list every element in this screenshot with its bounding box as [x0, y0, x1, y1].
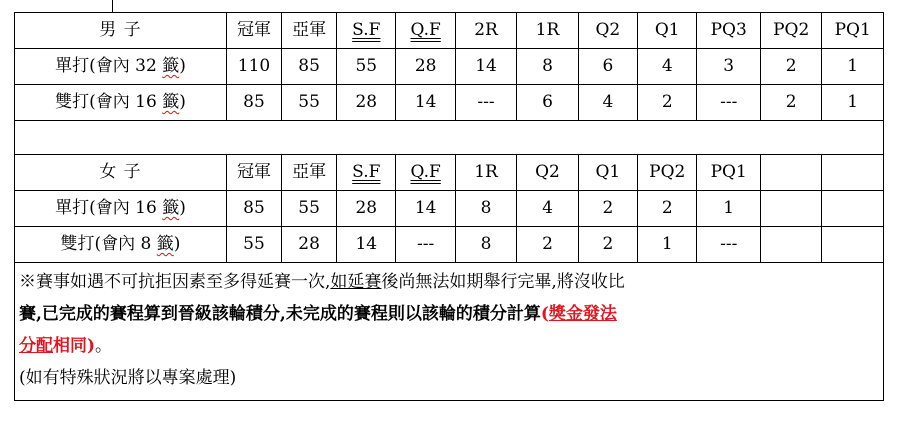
- row-label: 雙打(會內 16 籤): [15, 85, 227, 121]
- points-cell: ---: [396, 227, 455, 263]
- points-cell: 8: [455, 191, 516, 227]
- points-cell: 1: [638, 227, 697, 263]
- points-cell: 55: [282, 191, 337, 227]
- row-label: 單打(會內 16 籤): [15, 191, 227, 227]
- row-label: 單打(會內 32 籤): [15, 49, 227, 85]
- men-header-cell: PQ1: [822, 13, 884, 49]
- women-header-cell: 亞軍: [282, 155, 337, 191]
- points-cell: 28: [282, 227, 337, 263]
- points-cell: 2: [638, 85, 697, 121]
- women-header-cell: [760, 155, 821, 191]
- women-header-cell: 1R: [455, 155, 516, 191]
- men-title: 男 子: [15, 13, 227, 49]
- women-header-cell: Q2: [517, 155, 578, 191]
- men-doubles-row: [15, 85, 884, 121]
- points-cell: 6: [578, 49, 637, 85]
- points-cell: 3: [697, 49, 761, 85]
- men-header-cell: Q2: [578, 13, 637, 49]
- men-header-row: [15, 13, 884, 49]
- men-header-cell: S.F: [337, 13, 396, 49]
- points-cell: 28: [337, 191, 396, 227]
- women-header-cell: [822, 155, 884, 191]
- women-header-cell: PQ2: [638, 155, 697, 191]
- note-line-4: (如有特殊狀況將以專案處理): [19, 368, 237, 388]
- men-header-cell: PQ2: [760, 13, 821, 49]
- points-cell: 4: [517, 191, 578, 227]
- points-cell: 85: [226, 85, 281, 121]
- women-header-row: [15, 155, 884, 191]
- women-header-cell: PQ1: [697, 155, 761, 191]
- women-header-cell: Q.F: [396, 155, 455, 191]
- points-cell: 4: [578, 85, 637, 121]
- points-cell: [822, 191, 884, 227]
- men-header-cell: PQ3: [697, 13, 761, 49]
- note-line-2: 賽,已完成的賽程算到晉級該輪積分,未完成的賽程則以該輪的積分計算(獎金發法: [19, 304, 617, 324]
- men-header-cell: 冠軍: [226, 13, 281, 49]
- spacer-cell: [15, 121, 884, 155]
- points-cell: 14: [396, 85, 455, 121]
- points-cell: [760, 191, 821, 227]
- points-cell: 14: [337, 227, 396, 263]
- men-header-cell: 2R: [455, 13, 516, 49]
- points-cell: ---: [455, 85, 516, 121]
- points-cell: 1: [822, 85, 884, 121]
- points-cell: ---: [697, 85, 761, 121]
- points-cell: 1: [822, 49, 884, 85]
- points-cell: 6: [517, 85, 578, 121]
- points-cell: 4: [638, 49, 697, 85]
- points-cell: 2: [578, 191, 637, 227]
- points-cell: [760, 227, 821, 263]
- points-cell: ---: [697, 227, 761, 263]
- points-cell: 28: [396, 49, 455, 85]
- top-border-stub: [112, 0, 113, 12]
- points-cell: 14: [455, 49, 516, 85]
- points-cell: 55: [337, 49, 396, 85]
- points-cell: 55: [282, 85, 337, 121]
- points-cell: 2: [760, 85, 821, 121]
- note-row: [15, 263, 884, 401]
- points-cell: 2: [638, 191, 697, 227]
- row-label: 雙打(會內 8 籤): [15, 227, 227, 263]
- spacer-row: [15, 121, 884, 155]
- points-cell: 2: [760, 49, 821, 85]
- note-cell: [15, 263, 884, 401]
- women-header-cell: Q1: [578, 155, 637, 191]
- points-cell: [822, 227, 884, 263]
- points-cell: 28: [337, 85, 396, 121]
- men-header-cell: 亞軍: [282, 13, 337, 49]
- points-cell: 110: [226, 49, 281, 85]
- points-cell: 2: [517, 227, 578, 263]
- men-header-cell: 1R: [517, 13, 578, 49]
- points-cell: 85: [226, 191, 281, 227]
- men-header-cell: Q1: [638, 13, 697, 49]
- women-header-cell: S.F: [337, 155, 396, 191]
- women-header-cell: 冠軍: [226, 155, 281, 191]
- note-line-3: 分配相同)。: [19, 336, 113, 356]
- women-title: 女 子: [15, 155, 227, 191]
- points-cell: 85: [282, 49, 337, 85]
- points-cell: 8: [455, 227, 516, 263]
- note-line-1: ※賽事如遇不可抗拒因素至多得延賽一次,如延賽後尚無法如期舉行完畢,將沒收比: [19, 272, 625, 292]
- points-table: [14, 12, 884, 401]
- women-singles-row: [15, 191, 884, 227]
- women-doubles-row: [15, 227, 884, 263]
- points-cell: 2: [578, 227, 637, 263]
- men-singles-row: [15, 49, 884, 85]
- points-cell: 8: [517, 49, 578, 85]
- points-cell: 14: [396, 191, 455, 227]
- points-cell: 55: [226, 227, 281, 263]
- men-header-cell: Q.F: [396, 13, 455, 49]
- points-cell: 1: [697, 191, 761, 227]
